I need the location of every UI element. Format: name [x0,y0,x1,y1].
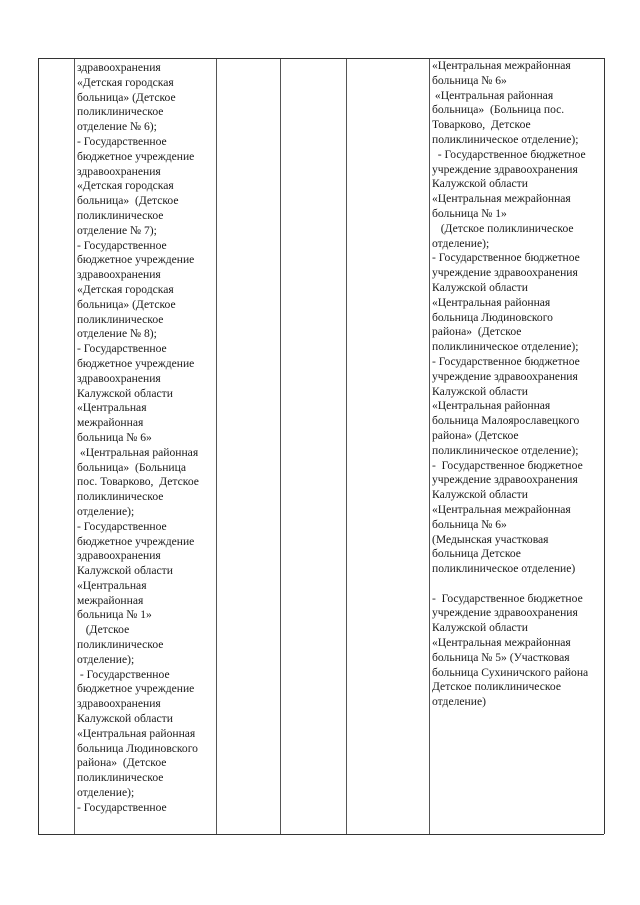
text-line: «Центральная [77,401,147,415]
text-line [432,577,604,592]
table-border-right [604,58,605,834]
text-line: - Государственное [77,238,167,252]
text-line: поликлиническое [77,312,164,326]
text-line: бюджетное учреждение [77,149,195,163]
text-line: «Детская городская [77,282,174,296]
text-line: больница Малоярославецкого [432,414,580,428]
text-line: Калужской области [77,712,173,726]
table-border-left [38,58,39,834]
text-line: - Государственное бюджетное [432,251,580,265]
text-line: отделение); [77,504,135,518]
text-line: больница» (Больница пос. [432,103,565,117]
text-line: - Государственное бюджетное [432,591,583,605]
text-line: больница Людиновского [77,741,198,755]
text-line: больница» (Детское [77,90,176,104]
text-line: больница № 5» (Участковая [432,650,570,664]
text-line: Калужской области [432,488,528,502]
text-line: Товарково, Детское [432,118,531,132]
text-line: бюджетное учреждение [77,356,195,370]
text-line: «Детская городская [77,179,174,193]
text-line: района» (Детское [77,756,167,770]
text-line: больница» (Детское [77,297,176,311]
text-line: бюджетное учреждение [77,253,195,267]
text-line: Калужской области [432,621,528,635]
column-divider [429,58,430,834]
text-line: больница № 6» [432,517,507,531]
text-line: больница № 6» [77,430,152,444]
text-line: - Государственное [77,519,167,533]
text-line: бюджетное учреждение [77,682,195,696]
text-line: (Детское поликлиническое [432,221,574,235]
text-line: (Медынская участковая [432,532,549,546]
text-line: - Государственное бюджетное [432,458,583,472]
text-line: Детское поликлиническое [432,680,561,694]
text-line: «Центральная межрайонная [432,502,571,516]
text-line: больница Детское [432,547,521,561]
text-line: «Центральная районная [432,88,554,102]
text-line: больница» (Детское [77,194,179,208]
text-line: межрайонная [77,593,144,607]
text-line: отделение); [432,236,490,250]
table-cell-left-text [77,61,217,816]
text-line: больница» (Больница [77,460,186,474]
text-line: поликлиническое [77,208,164,222]
text-line: поликлиническое отделение); [432,443,579,457]
text-line: бюджетное учреждение [77,534,195,548]
table-cell-right-text [432,59,604,710]
text-line: Калужской области [432,280,528,294]
text-line: здравоохранения [77,371,161,385]
text-line: пос. Товарково, Детское [77,475,199,489]
text-line: отделение № 6); [77,120,157,134]
text-line: поликлиническое отделение); [432,132,579,146]
text-line: отделение) [432,695,486,709]
text-line: поликлиническое [77,490,164,504]
text-line: поликлиническое отделение); [432,340,579,354]
text-line: района» (Детское [432,325,522,339]
text-line: здравоохранения [77,268,161,282]
text-line: - Государственное [77,342,167,356]
text-line: учреждение здравоохранения [432,162,578,176]
text-line: Калужской области [432,384,528,398]
text-line: - Государственное [77,800,167,814]
text-line: больница № 1» [432,206,507,220]
text-line: отделение); [77,786,135,800]
text-line: района» (Детское [432,428,519,442]
text-line: поликлиническое [77,771,164,785]
column-divider [280,58,281,834]
text-line: учреждение здравоохранения [432,473,578,487]
column-divider [74,58,75,834]
column-divider [346,58,347,834]
text-line: - Государственное бюджетное [432,147,586,161]
text-line: больница № 1» [77,608,152,622]
text-line: отделение); [77,652,135,666]
text-line: Калужской области [77,386,173,400]
text-line: «Центральная районная [432,295,551,309]
text-line: «Центральная районная [77,726,196,740]
table-border-bottom [38,834,604,835]
text-line: поликлиническое [77,105,164,119]
text-line: Калужской области [77,564,173,578]
text-line: «Центральная районная [77,445,199,459]
text-line: здравоохранения [77,61,161,74]
text-line: больница Людиновского [432,310,553,324]
text-line: «Центральная [77,578,147,592]
text-line: поликлиническое [77,638,164,652]
text-line: здравоохранения [77,164,161,178]
text-line: отделение № 8); [77,327,157,341]
text-line: больница Сухиничского района [432,665,589,679]
text-line: - Государственное [77,134,167,148]
text-line: учреждение здравоохранения [432,266,578,280]
text-line: здравоохранения [77,549,161,563]
text-line: «Центральная районная [432,399,551,413]
text-line: «Центральная межрайонная [432,192,571,206]
text-line: здравоохранения [77,697,161,711]
text-line: «Центральная межрайонная [432,59,571,72]
text-line: «Центральная межрайонная [432,636,571,650]
text-line: межрайонная [77,416,144,430]
text-line: отделение № 7); [77,223,157,237]
text-line: учреждение здравоохранения [432,606,578,620]
text-line: поликлиническое отделение) [432,562,576,576]
text-line: Калужской области [432,177,528,191]
text-line: «Детская городская [77,75,174,89]
text-line: - Государственное [77,667,170,681]
text-line: учреждение здравоохранения [432,369,578,383]
text-line: (Детское [77,623,130,637]
text-line: - Государственное бюджетное [432,354,580,368]
text-line: больница № 6» [432,73,507,87]
